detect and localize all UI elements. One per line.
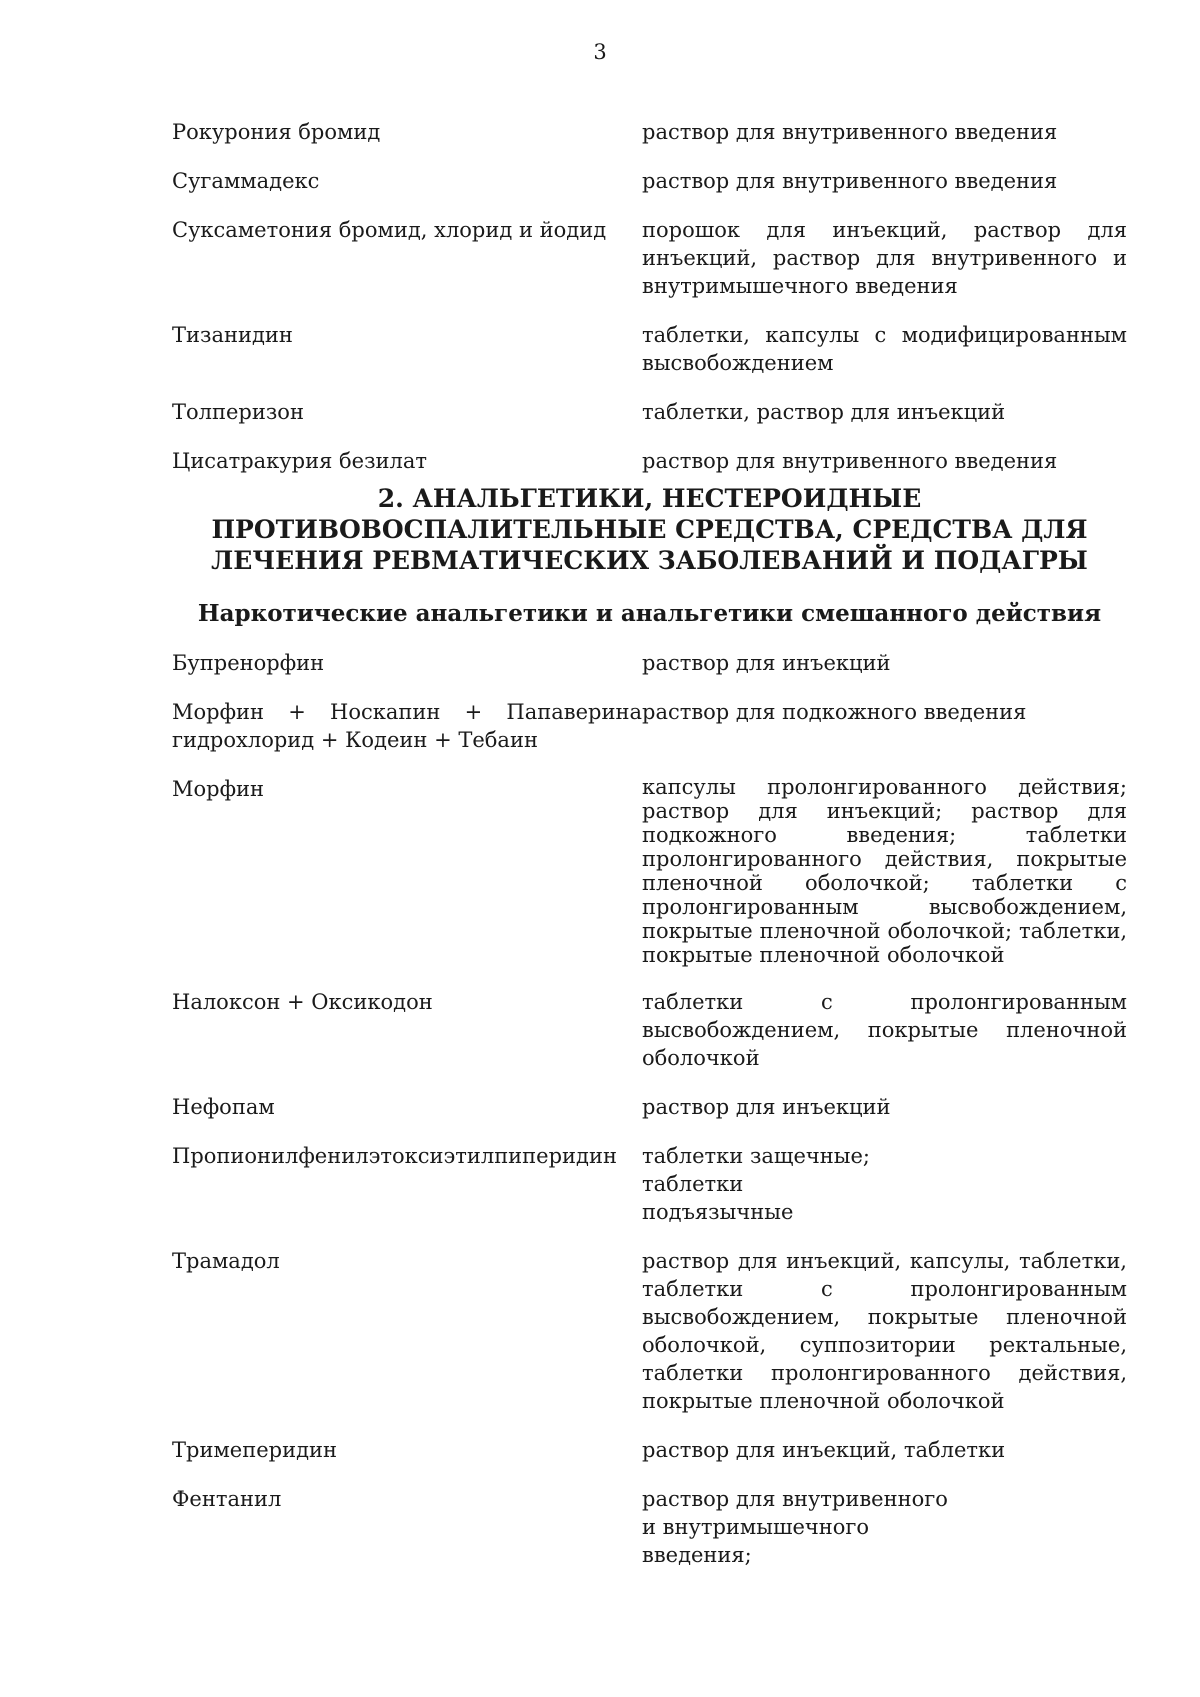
drug-name: Рокурония бромид	[172, 120, 381, 144]
drug-row-fentanyl	[172, 1485, 1127, 1569]
drug-row-propionylphenylethoxyethylpiperidine	[172, 1142, 1127, 1226]
drug-name: Фентанил	[172, 1487, 282, 1511]
drug-name: Пропионилфенилэтоксиэтилпиперидин	[172, 1144, 617, 1168]
drug-row-buprenorphine	[172, 649, 1127, 677]
drug-form: раствор для инъекций	[642, 1095, 891, 1119]
drug-form: таблетки защечные; таблетки подъязычные	[642, 1144, 870, 1224]
drug-name: Налоксон + Оксикодон	[172, 990, 433, 1014]
drug-row-trimeperidine	[172, 1436, 1127, 1464]
drug-row-tramadol	[172, 1247, 1127, 1415]
subsection-title: Наркотические анальгетики и анальгетики смешанного действия	[197, 600, 1102, 627]
drug-row-rocuronium	[172, 118, 1127, 146]
drug-row-nefopam	[172, 1093, 1127, 1121]
page-number: 3	[593, 40, 607, 64]
drug-form: капсулы пролонгированного действия; раствор для инъекций; раствор для подкожного введения; таблетки пролонгированного действия, покрытые пленочной оболочкой; таблетки с пролонгированным высвобождением, покрытые пленочной оболочкой; таблетки, покрытые пленочной оболочкой	[642, 775, 1127, 967]
drug-form: раствор для инъекций	[642, 651, 891, 675]
drug-name: Цисатракурия безилат	[172, 449, 428, 473]
drug-form: таблетки с пролонгированным высвобождением, покрытые пленочной оболочкой	[642, 990, 1127, 1070]
drug-name: Сугаммадекс	[172, 169, 320, 193]
drug-form: раствор для внутривенного введения	[642, 169, 1058, 193]
drug-row-suxamethonium	[172, 216, 1127, 300]
drug-form: раствор для внутривенного и внутримышечного введения;	[642, 1487, 948, 1567]
drug-list	[172, 118, 1127, 1569]
drug-row-morphine	[172, 775, 1127, 967]
drug-name: Нефопам	[172, 1095, 275, 1119]
drug-name: Морфин + Носкапин + Папаверина гидрохлорид + Кодеин + Тебаин	[172, 700, 642, 752]
drug-form: раствор для внутривенного введения	[642, 449, 1058, 473]
section-title: 2. АНАЛЬГЕТИКИ, НЕСТЕРОИДНЫЕ ПРОТИВОВОСПАЛИТЕЛЬНЫЕ СРЕДСТВА, СРЕДСТВА ДЛЯ ЛЕЧЕНИЯ РЕВМАТИЧЕСКИХ ЗАБОЛЕВАНИЙ И ПОДАГРЫ	[211, 484, 1088, 575]
drug-form: раствор для инъекций, таблетки	[642, 1438, 1006, 1462]
drug-name: Тизанидин	[172, 323, 293, 347]
drug-name: Морфин	[172, 777, 265, 801]
drug-name: Бупренорфин	[172, 651, 325, 675]
drug-form: таблетки, раствор для инъекций	[642, 400, 1006, 424]
drug-row-sugammadex	[172, 167, 1127, 195]
drug-form: раствор для подкожного введения	[642, 700, 1027, 724]
drug-row-morphine-combination	[172, 698, 1127, 754]
drug-form: раствор для инъекций, капсулы, таблетки, таблетки с пролонгированным высвобождением, покрытые пленочной оболочкой, суппозитории ректальные, таблетки пролонгированного действия, покрытые пленочной оболочкой	[642, 1249, 1127, 1413]
drug-row-naloxone-oxycodone	[172, 988, 1127, 1072]
drug-row-tolperisone	[172, 398, 1127, 426]
drug-name: Тримеперидин	[172, 1438, 337, 1462]
drug-row-tizanidine	[172, 321, 1127, 377]
drug-row-cisatracurium	[172, 447, 1127, 475]
drug-name: Трамадол	[172, 1249, 280, 1273]
drug-name: Суксаметония бромид, хлорид и йодид	[172, 218, 607, 242]
drug-form: порошок для инъекций, раствор для инъекций, раствор для внутривенного и внутримышечного введения	[642, 218, 1127, 298]
drug-name: Толперизон	[172, 400, 304, 424]
drug-form: таблетки, капсулы с модифицированным высвобождением	[642, 323, 1127, 375]
drug-form: раствор для внутривенного введения	[642, 120, 1058, 144]
